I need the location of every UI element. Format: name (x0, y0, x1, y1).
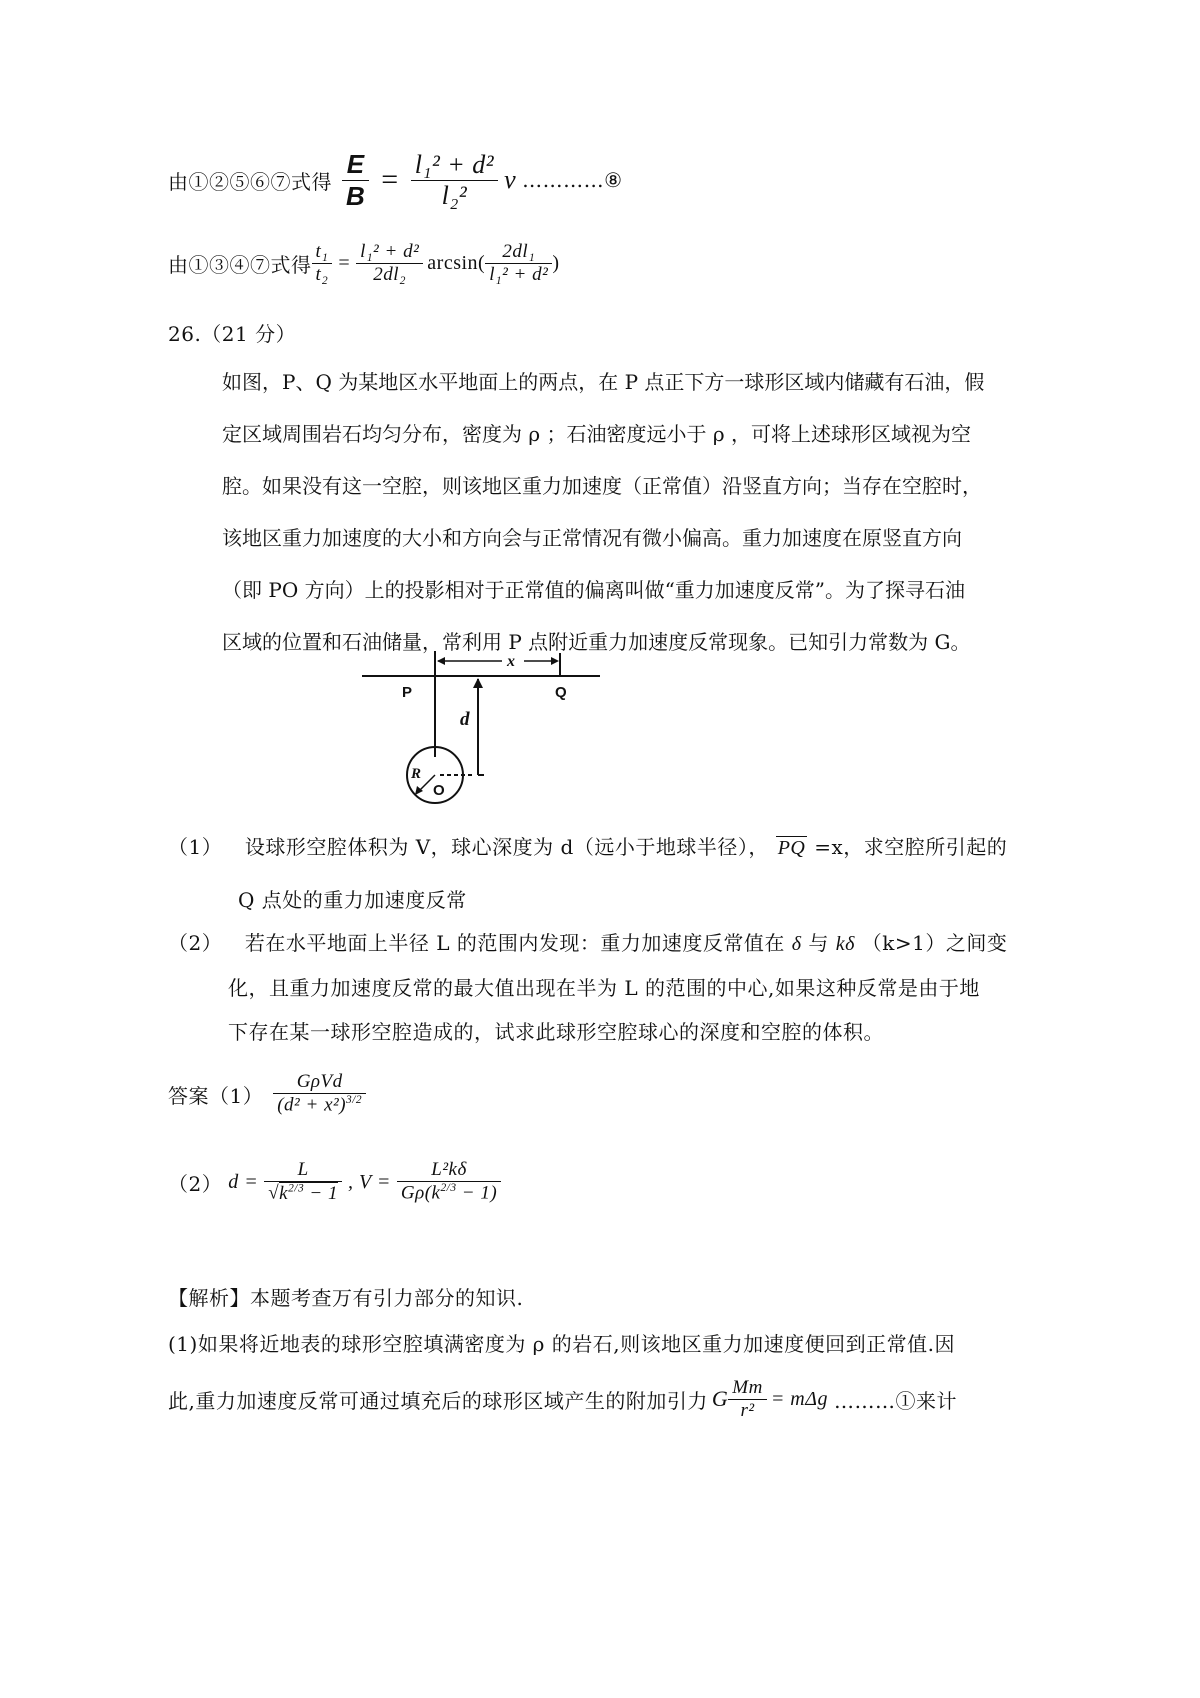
analysis-g: G (711, 1386, 729, 1411)
answer-2-d-fraction: $\frac{L}{√k^{2/3} - 1}$ (264, 1159, 342, 1204)
q1-text-a: 设球形空腔体积为 V，球心深度为 d（远小于地球半径）， (244, 835, 769, 859)
analysis-line2 (168, 1366, 957, 1432)
answer-2-d-den-tail: − 1 (304, 1182, 338, 1204)
problem-line: 区域的位置和石油储量，常利用 P 点附近重力加速度反常现象。已知引力常数为 G。 (222, 630, 971, 654)
eqt-coef-num: l₁² + d² (360, 240, 420, 262)
eqt-prefix: 由①③④⑦式得 (168, 252, 312, 277)
analysis-title: 【解析】本题考查万有引力部分的知识. (168, 1286, 524, 1310)
eqt-close: ) (552, 251, 560, 274)
answer-2 (168, 1150, 501, 1214)
label-p: P (402, 684, 413, 701)
answer-1 (168, 1064, 366, 1124)
eqt-coef-den: 2dl₂ (373, 263, 407, 285)
q2-line2: 化，且重力加速度反常的最大值出现在半为 L 的范围的中心,如果这种反常是由于地 (228, 976, 980, 1000)
eq8-equals: = (381, 163, 399, 196)
problem-line: （即 PO 方向）上的投影相对于正常值的偏离叫做“重力加速度反常”。为了探寻石油 (222, 578, 966, 602)
d-arrowhead (473, 678, 483, 688)
analysis-tail: ………①来计 (834, 1388, 957, 1413)
eqt-arg-fraction (485, 241, 552, 286)
label-o: O (433, 782, 445, 799)
answer-1-exp: 3/2 (346, 1094, 363, 1107)
q2-kdelta: kδ (835, 933, 855, 955)
eq8-rhs-fraction (411, 150, 498, 211)
eqt-arg-den: l₁² + d² (489, 263, 549, 285)
answer-1-num: GρVd (296, 1071, 343, 1093)
x-arrowhead-left (437, 657, 445, 665)
analysis-line1: (1)如果将近地表的球形空腔填满密度为 ρ 的岩石,则该地区重力加速度便回到正常值.因 (168, 1332, 956, 1356)
answer-2-v-den-a: Gρ(k (400, 1182, 441, 1204)
eqt-lhs-fraction (312, 241, 333, 286)
answer-2-d-den-k: k (279, 1182, 289, 1204)
answer-1-fraction (273, 1071, 366, 1116)
problem-line: 如图，P、Q 为某地区水平地面上的两点，在 P 点正下方一球形区域内储藏有石油，假 (222, 370, 985, 394)
analysis-line2-text: 此,重力加速度反常可通过填充后的球形区域产生的附加引力 (168, 1388, 708, 1413)
q1-line2: Q 点处的重力加速度反常 (238, 888, 467, 912)
analysis-rhs: = mΔg (770, 1387, 828, 1410)
q2-and: 与 (808, 931, 829, 955)
eq8-prefix: 由①②⑤⑥⑦式得 (168, 169, 332, 194)
label-d: d (460, 709, 470, 730)
analysis-force-fraction (728, 1377, 767, 1422)
eq8-rhs-den: l₂² (441, 180, 468, 210)
answer-2-d-den-exp: 2/3 (288, 1182, 305, 1195)
equation-8 (168, 140, 623, 220)
q2-number: （2） (168, 931, 223, 955)
eqt-equals: = (338, 251, 351, 274)
q2-delta: δ (791, 933, 802, 955)
answer-2-d-lhs: d = (228, 1170, 259, 1193)
problem-line: 腔。如果没有这一空腔，则该地区重力加速度（正常值）沿竖直方向；当存在空腔时， (222, 474, 982, 498)
eq8-rhs-num: l₁² + d² (414, 149, 495, 179)
q1-pq-overline: PQ (777, 837, 806, 859)
problem-line: 该地区重力加速度的大小和方向会与正常情况有微小偏高。重力加速度在原竖直方向 (222, 526, 962, 550)
eq8-lhs-den: B (346, 180, 366, 211)
answer-2-sep: , V = (348, 1170, 391, 1193)
answer-label: 答案（1） (168, 1083, 264, 1108)
answer-2-v-den-exp: 2/3 (440, 1182, 457, 1195)
question-1 (168, 832, 1007, 863)
answer-2-d-num: L (297, 1159, 309, 1181)
eqt-lhs-den: t₂ (315, 263, 329, 285)
label-q: Q (555, 684, 567, 701)
q2-line1a: 若在水平地面上半径 L 的范围内发现：重力加速度反常值在 (244, 931, 785, 955)
problem-number: 26.（21 分） (168, 322, 297, 346)
label-x: x (507, 653, 515, 670)
equation-time-ratio (168, 228, 559, 298)
q2-line3: 下存在某一球形空腔造成的，试求此球形空腔球心的深度和空腔的体积。 (228, 1020, 884, 1044)
problem-line: 定区域周围岩石均匀分布，密度为 ρ ；石油密度远小于 ρ ，可将上述球形区域视为空 (222, 422, 971, 446)
q2-line1b: （k>1）之间变 (861, 931, 1008, 955)
answer-1-den: (d² + x²) (277, 1094, 347, 1116)
answer-2-v-den-b: − 1) (456, 1182, 498, 1204)
eq8-tag: …………⑧ (522, 168, 623, 192)
label-r: R (411, 766, 422, 782)
eqt-lhs-num: t₁ (315, 240, 329, 262)
eq8-lhs-fraction (342, 149, 369, 212)
q1-number: （1） (168, 835, 223, 859)
eq8-velocity: v (504, 165, 517, 194)
question-2 (168, 928, 1007, 959)
eq8-lhs-num: E (346, 148, 365, 179)
cavity-diagram (360, 645, 610, 815)
problem-statement (222, 356, 1022, 668)
answer-2-label: （2） (168, 1171, 223, 1196)
eqt-coef-fraction (356, 241, 423, 286)
x-arrowhead-right (551, 657, 559, 665)
eqt-arcsin: arcsin( (427, 251, 486, 274)
answer-2-v-num: L²kδ (431, 1159, 467, 1181)
analysis-force-num: Mm (732, 1376, 763, 1398)
eqt-arg-num: 2dl₁ (502, 240, 536, 262)
q1-text-b: =x，求空腔所引起的 (814, 835, 1008, 859)
answer-2-v-fraction (397, 1159, 501, 1204)
analysis-force-den: r² (740, 1399, 755, 1421)
